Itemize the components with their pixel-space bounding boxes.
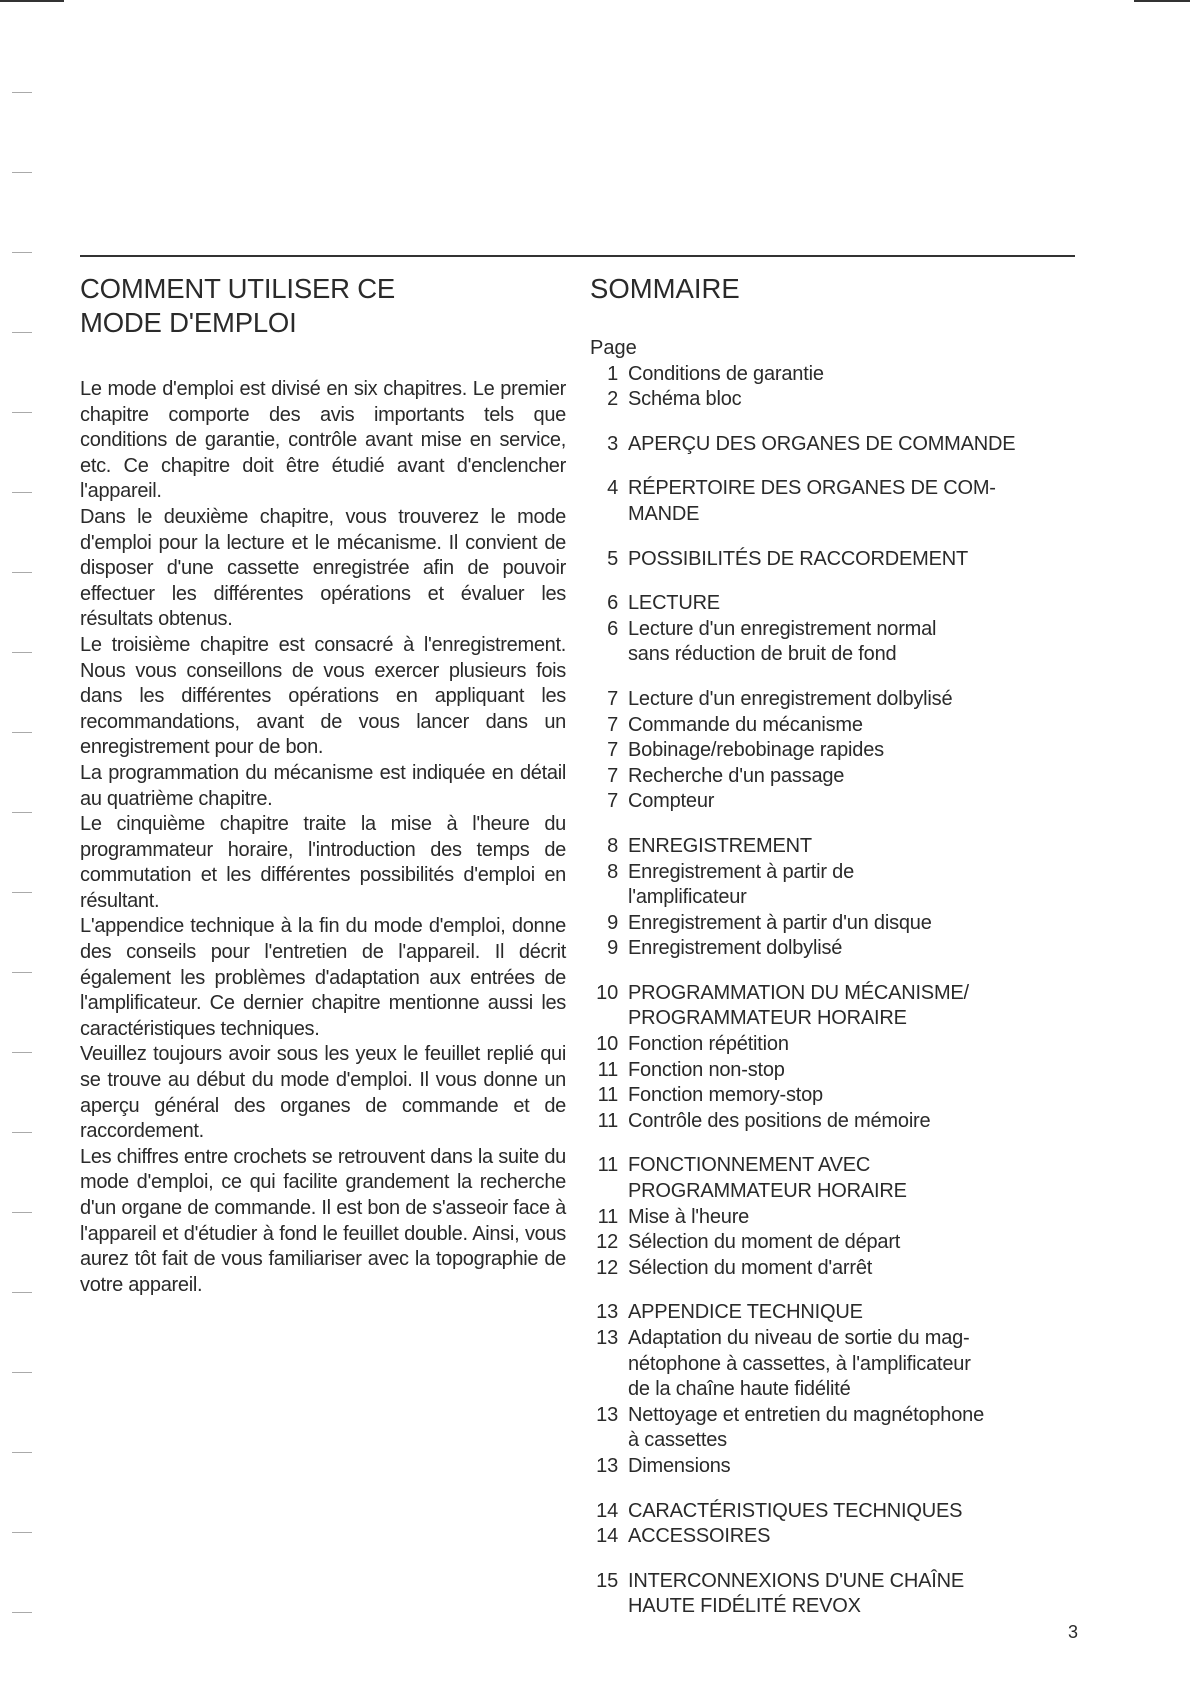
toc-page-number: 4	[607, 477, 618, 500]
toc-page-number: 2	[607, 388, 618, 411]
toc-entry-line: Schéma bloc	[628, 388, 742, 411]
toc-entry-line: Sélection du moment de départ	[628, 1231, 901, 1254]
toc-page-number: 8	[607, 860, 618, 883]
toc-entry-text	[628, 1499, 1100, 1525]
edge-tick	[12, 1292, 32, 1293]
toc-entry-text	[628, 1083, 1100, 1109]
toc-entry-line: de la chaîne haute fidélité	[628, 1378, 851, 1401]
toc-entry-text	[628, 911, 1100, 937]
toc-list	[590, 362, 1100, 1620]
toc-entry-text	[628, 362, 1100, 388]
toc-page-number: 9	[607, 937, 618, 960]
toc-entry	[590, 764, 1100, 790]
toc-entry	[590, 981, 1100, 1032]
toc-entry-text	[628, 617, 1100, 668]
toc-page-number: 12	[596, 1231, 618, 1254]
toc-entry	[590, 1326, 1100, 1403]
edge-tick	[12, 492, 32, 493]
toc-entry	[590, 834, 1100, 860]
toc-entry	[590, 1083, 1100, 1109]
toc-entry	[590, 1109, 1100, 1135]
usage-paragraph: Le cinquième chapitre traite la mise à l'heure du programmateur horaire, l'introduction des temps de commutation et les différentes possibilités d'emploi en résultant.	[80, 813, 566, 912]
toc-page-number: 14	[596, 1499, 618, 1522]
toc-entry-text	[628, 789, 1100, 815]
toc-entry-text	[628, 1032, 1100, 1058]
toc-group	[590, 1499, 1100, 1550]
toc-entry	[590, 713, 1100, 739]
usage-paragraph: Dans le deuxième chapitre, vous trouverez le mode d'emploi pour la lecture et le mécanisme. Il convient de disposer d'une cassette enregistrée afin de pouvoir effectuer les différentes opérations et évaluer les résultats obtenus.	[80, 505, 566, 631]
toc-entry-line: Dimensions	[628, 1454, 731, 1477]
edge-tick	[12, 332, 32, 333]
toc-entry	[590, 936, 1100, 962]
toc-entry-line: PROGRAMMATEUR HORAIRE	[628, 1007, 907, 1030]
toc-entry	[590, 1499, 1100, 1525]
toc-entry-text	[628, 1524, 1100, 1550]
toc-entry-text	[628, 764, 1100, 790]
toc-entry-text	[628, 1205, 1100, 1231]
toc-entry-text	[628, 432, 1100, 458]
toc-page-number: 1	[607, 362, 618, 385]
toc-entry-line: PROGRAMMATION DU MÉCANISME/	[628, 981, 969, 1004]
toc-entry-line: MANDE	[628, 502, 700, 525]
toc-entry-line: CARACTÉRISTIQUES TECHNIQUES	[628, 1499, 963, 1522]
toc-entry-line: Lecture d'un enregistrement normal	[628, 617, 937, 640]
toc-entry-line: Enregistrement à partir d'un disque	[628, 911, 932, 934]
toc-entry-line: LECTURE	[628, 592, 720, 615]
toc-page-number: 15	[596, 1569, 618, 1592]
toc-entry-line: Nettoyage et entretien du magnétophone	[628, 1403, 985, 1426]
edge-tick	[12, 1452, 32, 1453]
toc-entry-line: Bobinage/rebobinage rapides	[628, 739, 884, 762]
toc-page-number: 11	[597, 1109, 618, 1132]
toc-entry-line: FONCTIONNEMENT AVEC	[628, 1154, 871, 1177]
toc-entry	[590, 432, 1100, 458]
toc-page-number: 11	[597, 1084, 618, 1107]
usage-title-line: MODE D'EMPLOI	[80, 307, 297, 338]
toc-entry-text	[628, 476, 1100, 527]
toc-group	[590, 591, 1100, 668]
toc-page-number: 6	[607, 617, 618, 640]
toc-entry-text	[628, 1326, 1100, 1403]
toc-entry-text	[628, 547, 1100, 573]
toc-entry	[590, 1403, 1100, 1454]
toc-group	[590, 476, 1100, 527]
toc-entry-text	[628, 687, 1100, 713]
toc-entry-text	[628, 591, 1100, 617]
toc-group	[590, 432, 1100, 458]
toc-entry-line: Mise à l'heure	[628, 1205, 750, 1228]
toc-page-number: 13	[596, 1454, 618, 1477]
toc-entry	[590, 1256, 1100, 1282]
toc-group	[590, 1153, 1100, 1281]
edge-tick	[12, 1532, 32, 1533]
edge-tick	[12, 732, 32, 733]
toc-entry	[590, 591, 1100, 617]
edge-tick	[12, 412, 32, 413]
usage-body	[80, 377, 566, 1298]
toc-page-number: 6	[607, 592, 618, 615]
edge-tick	[12, 1052, 32, 1053]
toc-entry-line: nétophone à cassettes, à l'amplificateur	[628, 1352, 971, 1375]
toc-entry	[590, 387, 1100, 413]
toc-entry-line: Fonction memory-stop	[628, 1084, 823, 1107]
toc-entry	[590, 1153, 1100, 1204]
toc-group	[590, 1569, 1100, 1620]
toc-entry	[590, 1524, 1100, 1550]
toc-entry-line: Compteur	[628, 790, 715, 813]
edge-tick	[12, 1212, 32, 1213]
toc-entry-line: à cassettes	[628, 1429, 727, 1452]
toc-entry-line: Lecture d'un enregistrement dolbylisé	[628, 687, 953, 710]
toc-entry-line: ACCESSOIRES	[628, 1525, 771, 1548]
toc-group	[590, 362, 1100, 413]
usage-paragraph: Le mode d'emploi est divisé en six chapitres. Le premier chapitre comporte des avis importants tels que conditions de garantie, contrôle avant mise en service, etc. Ce chapitre doit être étudié avant d'enclencher l'appareil.	[80, 378, 566, 503]
toc-page-number: 8	[607, 834, 618, 857]
toc-page-number: 11	[597, 1058, 618, 1081]
toc-entry	[590, 687, 1100, 713]
toc-entry-text	[628, 1230, 1100, 1256]
toc-entry-line: Fonction répétition	[628, 1033, 789, 1056]
toc-entry-line: Recherche d'un passage	[628, 764, 845, 787]
toc-page-number: 10	[596, 1033, 618, 1056]
toc-group	[590, 687, 1100, 815]
toc-entry	[590, 476, 1100, 527]
toc-entry	[590, 362, 1100, 388]
toc-entry	[590, 547, 1100, 573]
toc-entry-text	[628, 387, 1100, 413]
toc-entry-text	[628, 1153, 1100, 1204]
toc-page-number: 7	[607, 764, 618, 787]
toc-entry-line: Enregistrement dolbylisé	[628, 937, 843, 960]
toc-entry-text	[628, 1300, 1100, 1326]
toc-entry	[590, 911, 1100, 937]
usage-paragraph: Veuillez toujours avoir sous les yeux le feuillet replié qui se trouve au début du mode d'emploi. Il vous donne un aperçu général des organes de commande et de raccordement.	[80, 1043, 566, 1143]
toc-page-number: 3	[607, 432, 618, 455]
toc-page-number: 7	[607, 790, 618, 813]
toc-entry	[590, 1205, 1100, 1231]
binding-edge-marks	[12, 92, 34, 1652]
toc-entry-text	[628, 1569, 1100, 1620]
toc-entry	[590, 1300, 1100, 1326]
edge-tick	[12, 92, 32, 93]
usage-paragraph: Les chiffres entre crochets se retrouvent dans la suite du mode d'emploi, ce qui facilite grandement la recherche d'un organe de commande. Il est bon de s'asseoir face à l'appareil et d'étudier à fond le feuillet double. Ainsi, vous aurez tôt fait de vous familiariser avec la topographie de votre appareil.	[80, 1145, 566, 1296]
toc-entry	[590, 1454, 1100, 1480]
toc-entry	[590, 1032, 1100, 1058]
edge-tick	[12, 172, 32, 173]
toc-group	[590, 547, 1100, 573]
edge-tick	[12, 572, 32, 573]
edge-tick	[12, 972, 32, 973]
toc-page-number: 7	[607, 713, 618, 736]
toc-entry-line: POSSIBILITÉS DE RACCORDEMENT	[628, 547, 969, 570]
toc-entry-line: INTERCONNEXIONS D'UNE CHAÎNE	[628, 1569, 965, 1592]
toc-entry-line: APPENDICE TECHNIQUE	[628, 1301, 863, 1324]
toc-group	[590, 981, 1100, 1135]
toc-entry-text	[628, 981, 1100, 1032]
usage-title-line: COMMENT UTILISER CE	[80, 273, 396, 304]
toc-entry-line: ENREGISTREMENT	[628, 834, 812, 857]
toc-entry-text	[628, 936, 1100, 962]
toc-page-number: 13	[596, 1403, 618, 1426]
toc-entry-text	[628, 1058, 1100, 1084]
toc-entry-text	[628, 713, 1100, 739]
header-rule	[80, 255, 1075, 257]
toc-page-number: 7	[607, 687, 618, 710]
toc-entry-line: Adaptation du niveau de sortie du mag-	[628, 1327, 970, 1349]
toc-title: SOMMAIRE	[590, 273, 740, 304]
toc-page-number: 13	[596, 1301, 618, 1324]
toc-entry-line: sans réduction de bruit de fond	[628, 643, 897, 666]
toc-entry	[590, 738, 1100, 764]
toc-page-number: 12	[596, 1256, 618, 1279]
edge-tick	[12, 892, 32, 893]
scan-edge-line	[0, 0, 64, 2]
toc-entry-text	[628, 1256, 1100, 1282]
toc-page-number: 11	[597, 1205, 618, 1228]
toc-entry	[590, 617, 1100, 668]
toc-entry-text	[628, 1403, 1100, 1454]
toc-entry-text	[628, 738, 1100, 764]
toc-entry-line: Fonction non-stop	[628, 1058, 785, 1081]
toc-entry-line: Conditions de garantie	[628, 362, 824, 385]
toc-entry-line: HAUTE FIDÉLITÉ REVOX	[628, 1595, 861, 1618]
toc-entry-line: Enregistrement à partir de	[628, 860, 855, 883]
toc-entry-line: RÉPERTOIRE DES ORGANES DE COM-	[628, 477, 996, 500]
edge-tick	[12, 652, 32, 653]
table-of-contents	[590, 272, 1100, 1639]
toc-entry	[590, 789, 1100, 815]
toc-entry-text	[628, 860, 1100, 911]
toc-entry-text	[628, 1109, 1100, 1135]
toc-entry-text	[628, 1454, 1100, 1480]
toc-page-number: 7	[607, 739, 618, 762]
edge-tick	[12, 1132, 32, 1133]
toc-group	[590, 834, 1100, 962]
usage-paragraph: L'appendice technique à la fin du mode d'emploi, donne des conseils pour l'entretien de l'appareil. Il décrit également les problèmes d'adaptation aux entrées de l'amplificateur. Ce dernier chapitre mentionne aussi les caractéristiques techniques.	[80, 915, 566, 1040]
toc-page-label: Page	[590, 337, 637, 359]
toc-entry-line: Contrôle des positions de mémoire	[628, 1109, 931, 1132]
toc-page-number: 5	[607, 547, 618, 570]
usage-section	[80, 272, 566, 1298]
toc-entry-line: Commande du mécanisme	[628, 713, 863, 736]
toc-page-number: 9	[607, 911, 618, 934]
toc-page-number: 11	[597, 1154, 618, 1177]
toc-entry-line: l'amplificateur	[628, 886, 747, 909]
toc-page-number: 10	[596, 981, 618, 1004]
toc-entry-line: Sélection du moment d'arrêt	[628, 1256, 873, 1279]
toc-entry-text	[628, 834, 1100, 860]
edge-tick	[12, 1612, 32, 1613]
toc-page-number: 14	[596, 1525, 618, 1548]
toc-entry-line: APERÇU DES ORGANES DE COMMANDE	[628, 432, 1016, 455]
toc-group	[590, 1300, 1100, 1479]
usage-paragraph: La programmation du mécanisme est indiquée en détail au quatrième chapitre.	[80, 761, 566, 810]
usage-paragraph: Le troisième chapitre est consacré à l'enregistrement. Nous vous conseillons de vous exercer plusieurs fois dans les différentes opérations en appliquant les recommandations, avant de vous lancer dans un enregistrement pour de bon.	[80, 633, 566, 759]
toc-entry	[590, 860, 1100, 911]
toc-entry	[590, 1569, 1100, 1620]
page-number: 3	[1068, 1622, 1079, 1642]
edge-tick	[12, 812, 32, 813]
edge-tick	[12, 1372, 32, 1373]
toc-entry	[590, 1058, 1100, 1084]
toc-entry-line: PROGRAMMATEUR HORAIRE	[628, 1180, 907, 1203]
toc-page-number: 13	[596, 1327, 618, 1349]
usage-title	[80, 272, 566, 340]
edge-tick	[12, 252, 32, 253]
scan-edge-line	[1134, 0, 1190, 2]
toc-entry	[590, 1230, 1100, 1256]
